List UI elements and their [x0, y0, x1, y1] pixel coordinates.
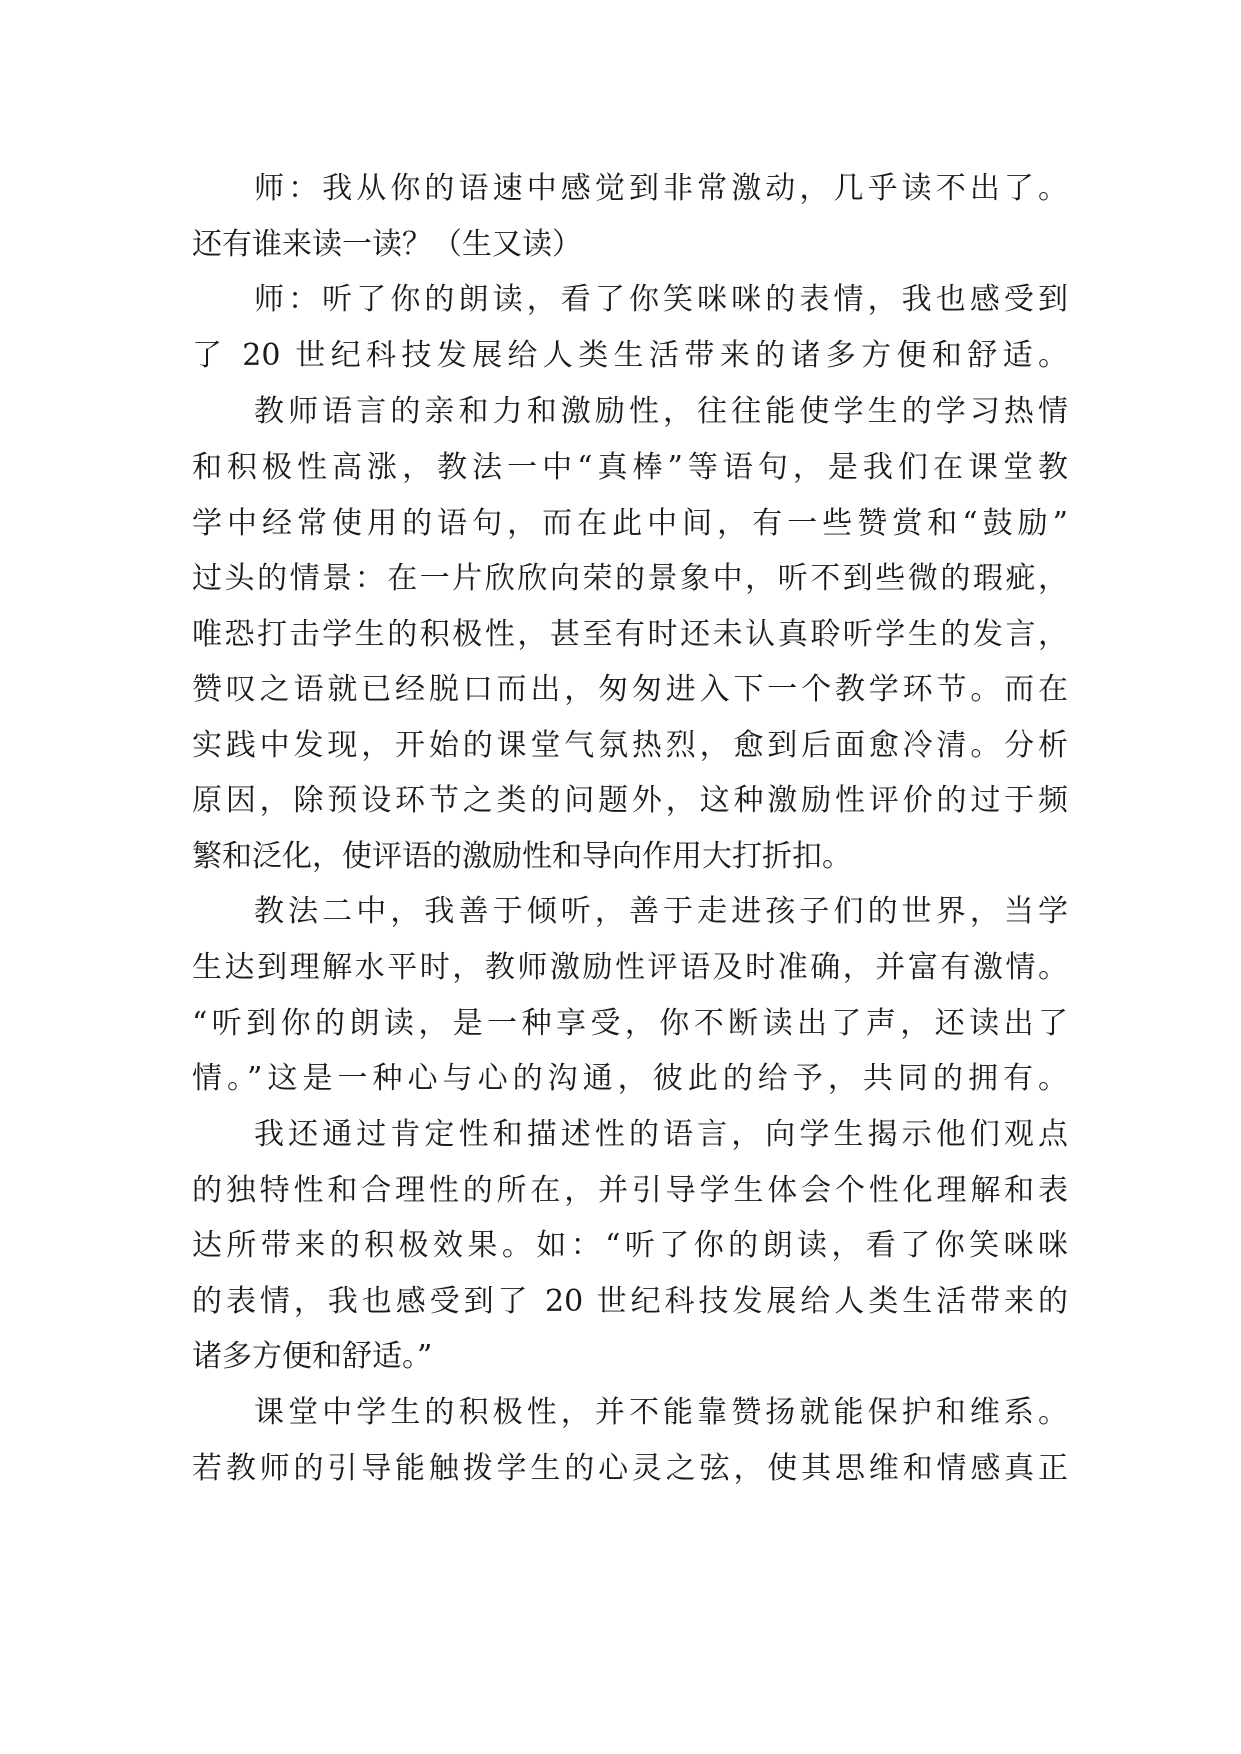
- paragraph-line: 师：听了你的朗读，看了你笑咪咪的表情，我也感受到: [254, 282, 1068, 317]
- paragraph-line: “听到你的朗读，是一种享受，你不断读出了声，还读出了: [192, 1006, 1068, 1041]
- paragraph-line: 学中经常使用的语句，而在此中间，有一些赞赏和“鼓励”: [192, 506, 1068, 541]
- paragraph-line: 和积极性高涨，教法一中“真棒”等语句，是我们在课堂教: [192, 450, 1068, 485]
- paragraph-line: 过头的情景：在一片欣欣向荣的景象中，听不到些微的瑕疵，: [192, 561, 1068, 596]
- paragraph-line: 的表情，我也感受到了 20 世纪科技发展给人类生活带来的: [192, 1284, 1068, 1319]
- paragraph-line: 原因，除预设环节之类的问题外，这种激励性评价的过于频: [192, 783, 1068, 818]
- paragraph-line: 教法二中，我善于倾听，善于走进孩子们的世界，当学: [254, 894, 1068, 929]
- paragraph-line: 诸多方便和舒适。”: [192, 1339, 433, 1374]
- paragraph-line: 生达到理解水平时，教师激励性评语及时准确，并富有激情。: [192, 950, 1068, 985]
- paragraph-line: 唯恐打击学生的积极性，甚至有时还未认真聆听学生的发言，: [192, 617, 1068, 652]
- paragraph-line: 达所带来的积极效果。如：“听了你的朗读，看了你笑咪咪: [192, 1228, 1068, 1263]
- paragraph-line: 实践中发现，开始的课堂气氛热烈，愈到后面愈冷清。分析: [192, 728, 1068, 763]
- paragraph-line: 若教师的引导能触拨学生的心灵之弦，使其思维和情感真正: [192, 1451, 1068, 1486]
- paragraph-line: 了 20 世纪科技发展给人类生活带来的诸多方便和舒适。: [192, 338, 1068, 373]
- paragraph-line: 师：我从你的语速中感觉到非常激动，几乎读不出了。: [254, 171, 1068, 206]
- paragraph-line: 情。”这是一种心与心的沟通，彼此的给予，共同的拥有。: [192, 1061, 1068, 1096]
- paragraph-line: 繁和泛化，使评语的激励性和导向作用大打折扣。: [192, 839, 852, 874]
- paragraph-line: 的独特性和合理性的所在，并引导学生体会个性化理解和表: [192, 1173, 1068, 1208]
- paragraph-line: 还有谁来读一读？（生又读）: [192, 227, 582, 262]
- paragraph-line: 课堂中学生的积极性，并不能靠赞扬就能保护和维系。: [254, 1395, 1068, 1430]
- paragraph-line: 赞叹之语就已经脱口而出，匆匆进入下一个教学环节。而在: [192, 672, 1068, 707]
- paragraph-line: 我还通过肯定性和描述性的语言，向学生揭示他们观点: [254, 1117, 1068, 1152]
- paragraph-line: 教师语言的亲和力和激励性，往往能使学生的学习热情: [254, 394, 1068, 429]
